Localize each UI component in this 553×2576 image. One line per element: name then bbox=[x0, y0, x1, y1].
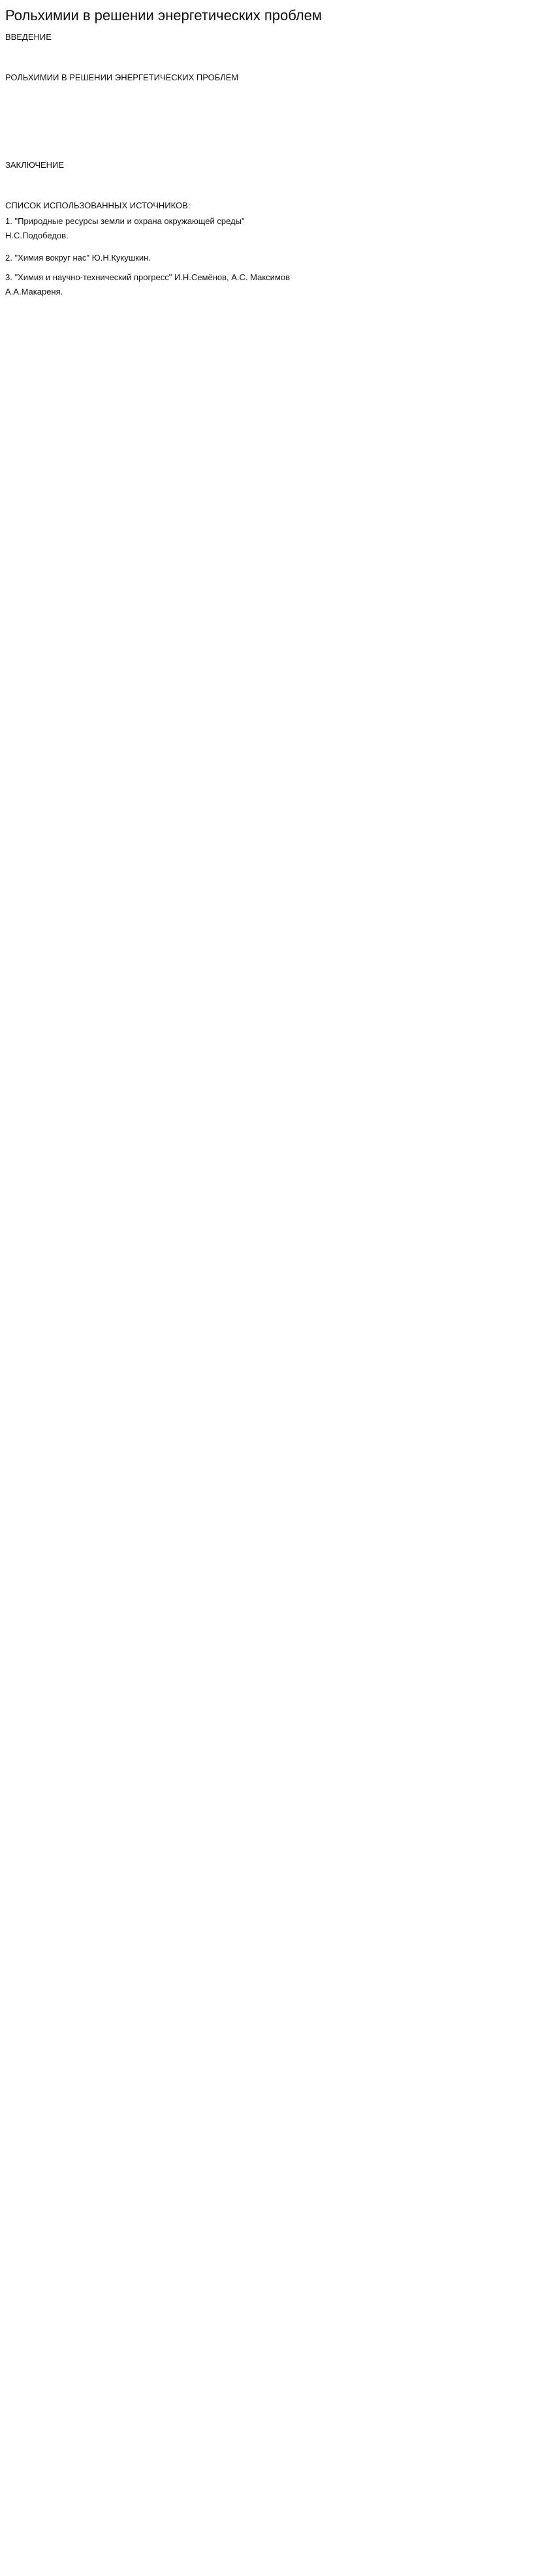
main-section bbox=[5, 71, 548, 148]
source-item bbox=[5, 214, 548, 243]
conclusion-paragraph bbox=[5, 174, 548, 188]
source-author: А.А.Макареня. bbox=[5, 287, 63, 297]
conclusion-heading: ЗАКЛЮЧЕНИЕ bbox=[5, 160, 65, 170]
source-author: Н.С.Подобедов. bbox=[5, 231, 69, 240]
source-title: 2. "Химия вокруг нас" Ю.Н.Кукушкин. bbox=[5, 253, 151, 263]
source-title: 1. "Природные ресурсы земли и охрана окружающей среды" bbox=[5, 216, 245, 226]
main-heading: РОЛЬХИМИИ В РЕШЕНИИ ЭНЕРГЕТИЧЕСКИХ ПРОБЛЕМ bbox=[5, 72, 239, 82]
conclusion-section bbox=[5, 158, 548, 188]
page-title: Рольхимии в решении энергетических проблем bbox=[5, 7, 323, 24]
source-title: 3. "Химия и научно-технический прогресс" И.Н.Семёнов, А.С. Максимов bbox=[5, 272, 290, 282]
sources-heading: СПИСОК ИСПОЛЬЗОВАННЫХ ИСТОЧНИКОВ: bbox=[5, 201, 191, 210]
main-paragraph bbox=[5, 110, 548, 124]
main-paragraph bbox=[5, 133, 548, 148]
intro-heading: ВВЕДЕНИЕ bbox=[5, 32, 52, 42]
sources-list bbox=[5, 214, 548, 299]
main-paragraph bbox=[5, 86, 548, 101]
sources-section bbox=[5, 199, 548, 299]
source-item bbox=[5, 251, 548, 265]
source-item bbox=[5, 270, 548, 299]
intro-section bbox=[5, 30, 548, 60]
intro-paragraph bbox=[5, 46, 548, 60]
